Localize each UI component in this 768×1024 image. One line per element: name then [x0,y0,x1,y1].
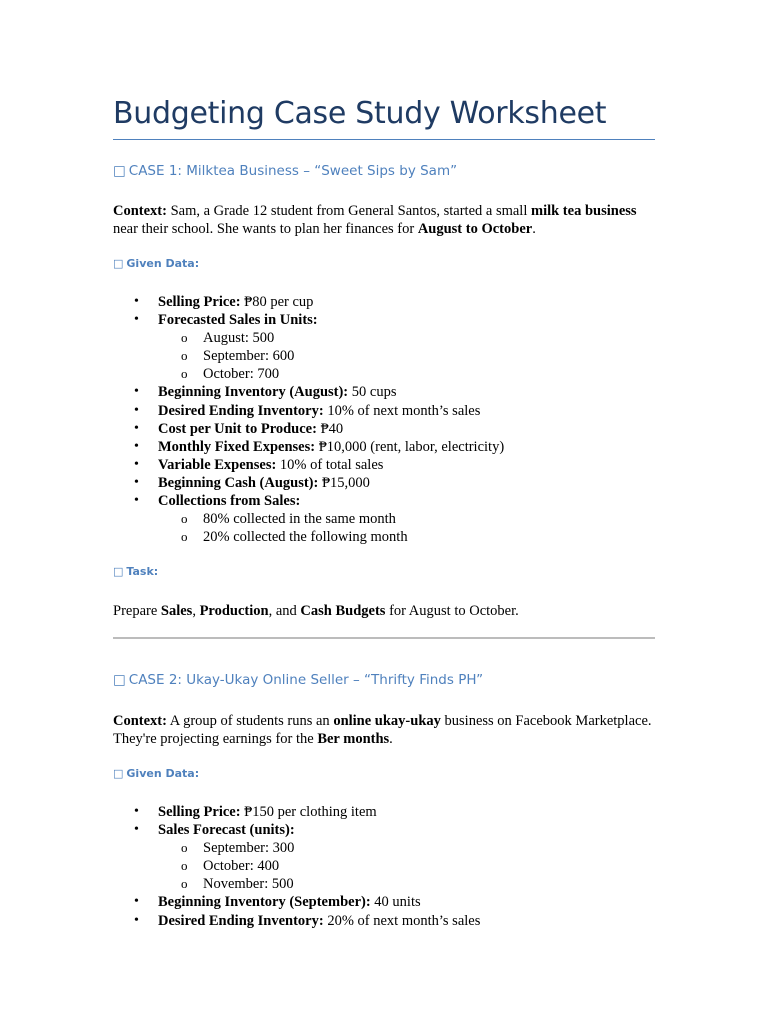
sub-item-text: November: 500 [203,876,294,893]
item-label: Cost per Unit to Produce: [158,420,317,437]
bullet-icon: • [134,294,139,309]
item-label: Beginning Inventory (September): [158,894,371,911]
item-label: Desired Ending Inventory: [158,402,324,419]
case2-heading [113,671,483,689]
circle-bullet-icon: o [181,511,188,527]
sub-list [158,510,658,546]
case1-task-heading [113,564,158,580]
list-item [113,893,658,911]
case2-context [113,712,658,748]
list-item [113,456,658,474]
item-value: ₱40 [316,420,344,437]
bullet-icon: • [134,384,139,400]
list-item [113,492,658,546]
bullet-icon: • [134,822,139,838]
item-value: 10% of next month’s sales [323,402,481,419]
task-text: for August to October. [385,603,519,619]
bullet-icon: • [134,312,139,328]
item-value: ₱15,000 [318,474,370,491]
item-label: Beginning Cash (August): [158,474,319,491]
context-text: . [389,731,393,748]
sub-list-item [113,839,658,857]
list-item [113,311,658,383]
sub-item-text: September: 300 [203,840,295,857]
item-label: Selling Price: [158,294,241,310]
bullet-icon: • [134,420,139,436]
missing-glyph-icon: □ [113,767,124,780]
context-text: Sam, a Grade 12 student from General Santos, started a small [166,203,531,219]
context-bold: Ber months [317,731,390,748]
missing-glyph-icon: □ [113,257,124,270]
case2-given-heading [113,766,199,782]
item-label: Forecasted Sales in Units: [158,312,318,329]
context-text: business on Facebook Marketplace. They're projecting earnings for the [113,713,652,748]
bullet-icon: • [134,804,139,819]
given-heading-text: Given Data: [126,257,200,270]
sub-list-item [113,329,658,347]
sub-item-text: 80% collected in the same month [203,511,396,528]
context-text: near their school. She wants to plan her finances for [113,221,418,238]
circle-bullet-icon: o [181,348,188,364]
item-label: Selling Price: [158,804,241,820]
item-value: 20% of next month’s sales [323,912,481,929]
item-label: Collections from Sales: [158,493,301,510]
sub-list-item [113,347,658,365]
case1-heading-text: CASE 1: Milktea Business – “Sweet Sips by Sam” [128,163,458,179]
sub-item-text: October: 400 [203,858,280,875]
circle-bullet-icon: o [181,858,188,874]
list-item [113,474,658,492]
list-item [113,438,658,456]
circle-bullet-icon: o [181,876,188,892]
task-text: Prepare [113,603,161,619]
bullet-icon: • [134,474,139,490]
title-underline [113,139,655,140]
item-value: 50 cups [348,384,397,401]
list-item [113,420,658,438]
task-bold: Cash Budgets [300,603,386,619]
sub-item-text: October: 700 [203,366,280,383]
circle-bullet-icon: o [181,366,188,382]
case1-heading [113,162,457,180]
list-item [113,402,658,420]
sub-item-text: September: 600 [203,348,295,365]
item-label: Desired Ending Inventory: [158,912,324,929]
item-value: 40 units [370,894,421,911]
bullet-icon: • [134,456,139,472]
sub-list-item [113,875,658,893]
context-bold: August to October [417,221,533,238]
item-value: 10% of total sales [276,456,384,473]
task-heading-text: Task: [126,565,159,578]
document-title: Budgeting Case Study Worksheet [113,96,607,131]
case2-heading-text: CASE 2: Ukay-Ukay Online Seller – “Thrifty Finds PH” [128,672,484,688]
task-bold: Production [199,603,269,619]
context-label: Context: [113,713,167,729]
circle-bullet-icon: o [181,330,188,346]
list-item [113,293,658,311]
item-label: Beginning Inventory (August): [158,384,349,401]
item-value: ₱80 per cup [240,294,314,310]
bullet-icon: • [134,438,139,454]
sub-list-item [113,510,658,528]
context-bold: online ukay-ukay [333,713,441,729]
list-item [113,383,658,401]
case1-given-list [113,293,658,546]
item-value: ₱150 per clothing item [240,804,377,820]
sub-list [158,329,658,383]
list-item [113,803,658,821]
context-label: Context: [113,203,167,219]
bullet-icon: • [134,493,139,509]
case2-given-list [113,803,658,930]
section-divider [113,637,655,639]
sub-list-item [113,365,658,383]
item-label: Sales Forecast (units): [158,822,295,839]
circle-bullet-icon: o [181,529,188,545]
missing-glyph-icon: □ [113,565,124,578]
circle-bullet-icon: o [181,840,188,856]
sub-list [158,839,658,893]
list-item [113,912,658,930]
context-bold: milk tea business [530,203,637,219]
task-bold: Sales [160,603,193,619]
sub-list-item [113,528,658,546]
case1-task [113,602,658,620]
context-text: A group of students runs an [166,713,334,729]
case1-context [113,202,658,238]
missing-glyph-icon: □ [113,672,126,688]
item-label: Monthly Fixed Expenses: [158,438,316,455]
list-item [113,821,658,893]
item-value: ₱10,000 (rent, labor, electricity) [315,438,505,455]
context-text: . [532,221,536,238]
given-heading-text: Given Data: [126,767,200,780]
missing-glyph-icon: □ [113,163,126,179]
sub-list-item [113,857,658,875]
item-label: Variable Expenses: [158,456,277,473]
sub-item-text: 20% collected the following month [203,529,408,546]
task-text: , [192,603,200,619]
sub-item-text: August: 500 [203,330,275,347]
bullet-icon: • [134,402,139,418]
case1-given-heading [113,256,199,272]
bullet-icon: • [134,894,139,910]
task-text: , and [268,603,301,619]
bullet-icon: • [134,912,139,928]
